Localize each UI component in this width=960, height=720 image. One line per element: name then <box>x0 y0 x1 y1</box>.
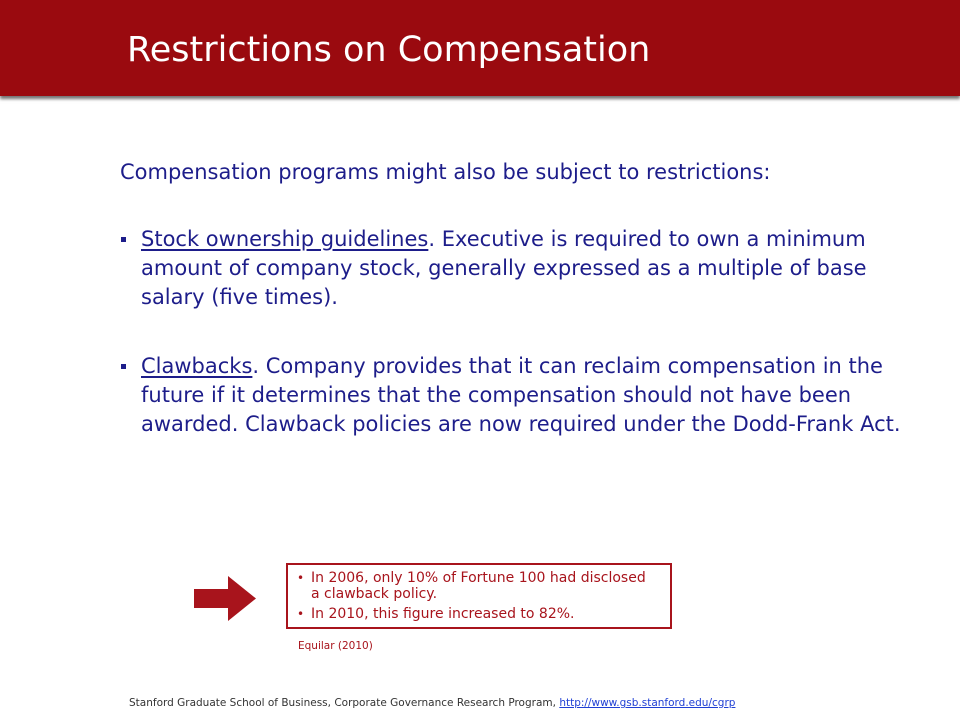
slide-title: Restrictions on Compensation <box>127 30 651 70</box>
callout-item <box>296 570 666 602</box>
footer-text: Stanford Graduate School of Business, Corporate Governance Research Program, <box>129 697 560 709</box>
bullet-clawbacks <box>120 352 910 439</box>
slide-content <box>120 158 910 439</box>
square-bullet-icon <box>121 364 126 369</box>
bullet-term: Stock ownership guidelines <box>141 227 429 251</box>
bullet-text: . Company provides that it can reclaim compensation in the future if it determines that the compensation should not have been awarded. Clawback policies are now required under the Dodd-Frank Act. <box>141 354 901 436</box>
bullet-stock-ownership <box>120 225 910 312</box>
square-bullet-icon <box>121 237 126 242</box>
intro-text: Compensation programs might also be subject to restrictions: <box>120 160 771 184</box>
statistic-callout-box <box>286 563 672 629</box>
callout-item <box>296 606 666 622</box>
dot-bullet-icon: • <box>297 571 305 585</box>
footer-link[interactable]: http://www.gsb.stanford.edu/cgrp <box>559 697 736 709</box>
bullet-list <box>120 225 910 439</box>
callout-text: In 2006, only 10% of Fortune 100 had disclosed a clawback policy. <box>311 570 646 602</box>
dot-bullet-icon: • <box>297 607 305 621</box>
bullet-text: . Executive is required to own a minimum amount of company stock, generally expressed as a multiple of base salary (five times). <box>141 227 867 309</box>
footer <box>129 697 735 709</box>
arrow-right-icon <box>194 576 256 621</box>
source-citation: Equilar (2010) <box>298 640 373 652</box>
bullet-term: Clawbacks <box>141 354 253 378</box>
callout-text: In 2010, this figure increased to 82%. <box>311 606 575 622</box>
title-bar <box>0 0 960 96</box>
